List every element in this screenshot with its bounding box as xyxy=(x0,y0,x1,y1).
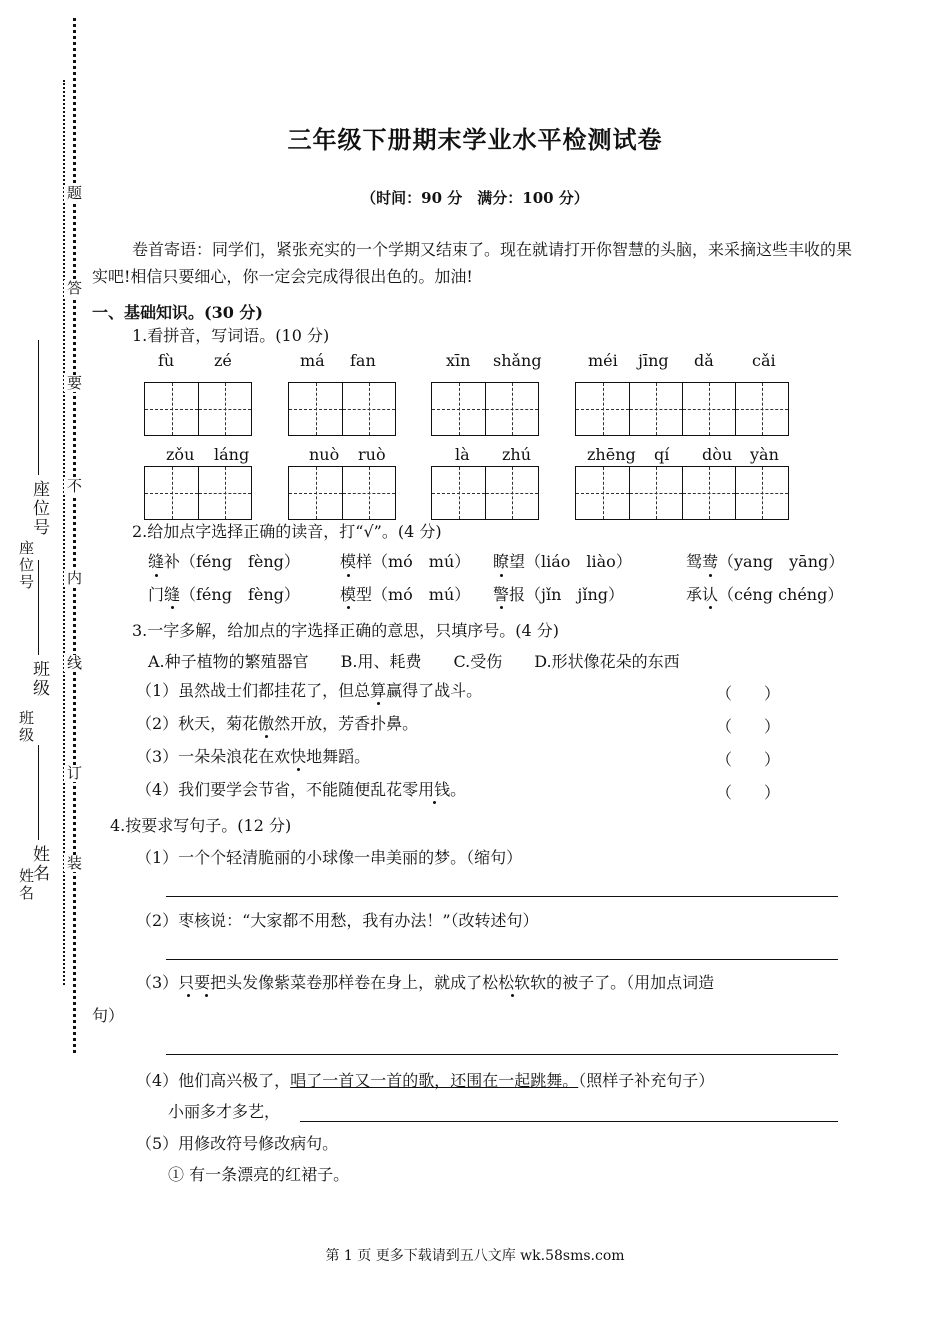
q4-sentence-5: （5）用修改符号修改病句。 xyxy=(136,1134,339,1153)
pinyin: nuò xyxy=(309,445,340,464)
answer-paren[interactable]: （ ） xyxy=(716,783,781,802)
q3-item: （4）我们要学会节省，不能随便乱花零用钱。 xyxy=(136,780,467,799)
q2-item: 模型（mó mú） xyxy=(340,585,471,604)
pinyin: fù xyxy=(158,351,175,370)
emphasis-dot xyxy=(433,801,436,804)
q4-prompt: 4.按要求写句子。(12 分) xyxy=(110,816,292,835)
q4-sentence-3: （3）只要把头发像紫菜卷那样卷在身上，就成了松松软软的被子了。（用加点词造 xyxy=(136,973,715,992)
binding-line-name xyxy=(38,745,39,840)
q3-options: A.种子植物的繁殖器官 B.用、耗费 C.受伤 D.形状像花朵的东西 xyxy=(148,652,680,671)
q4-sentence-5-1: ① 有一条漂亮的红裙子。 xyxy=(168,1165,350,1184)
page-footer: 第 1 页 更多下载请到五八文库 wk.58sms.com xyxy=(325,1248,625,1264)
pinyin: shǎng xyxy=(493,351,542,370)
seal-char-ti: 题 xyxy=(65,185,83,202)
writing-grid-6[interactable] xyxy=(288,466,396,520)
answer-paren[interactable]: （ ） xyxy=(716,684,781,703)
pinyin: xīn xyxy=(446,351,471,370)
emphasis-dot xyxy=(265,735,268,738)
binding-label-name: 姓名 xyxy=(29,845,49,883)
binding-line-class xyxy=(38,560,39,655)
q3-item: （1）虽然战士们都挂花了，但总算赢得了战斗。 xyxy=(136,681,483,700)
emphasis-dot xyxy=(297,768,300,771)
q1-row2-pinyin xyxy=(0,445,950,465)
pinyin: cǎi xyxy=(752,351,776,370)
q4-sentence-3-wrap: 句） xyxy=(92,1006,125,1025)
emphasis-dot xyxy=(500,606,503,609)
intro-paragraph: 卷首寄语：同学们，紧张充实的一个学期又结束了。现在就请打开你智慧的头脑，来采摘这些丰收的果实吧!相信只要细心，你一定会完成得很出色的。加油! xyxy=(92,240,853,286)
emphasis-dot xyxy=(171,606,174,609)
pinyin: méi xyxy=(588,351,618,370)
emphasis-dot xyxy=(500,574,503,577)
q4-sentence-2: （2）枣核说：“大家都不用愁，我有办法！”（改转述句） xyxy=(136,911,539,930)
q4-s4-prefix: （4）他们高兴极了， xyxy=(136,1071,291,1090)
q2-item: 鸳鸯（yang yāng） xyxy=(686,552,845,571)
q2-item: 警报（jǐn jǐng） xyxy=(493,585,625,604)
binding-label-seat: 座位号 xyxy=(29,480,49,537)
seal-char-nei: 内 xyxy=(65,570,83,587)
pinyin: zǒu xyxy=(166,445,195,464)
seal-char-bu: 不 xyxy=(65,478,83,495)
seal-char-ding: 订 xyxy=(65,765,83,782)
pinyin: ruò xyxy=(358,445,386,464)
writing-grid-4[interactable] xyxy=(575,382,789,436)
pinyin: là xyxy=(455,445,470,464)
emphasis-dot xyxy=(377,702,380,705)
q1-prompt: 1.看拼音，写词语。(10 分) xyxy=(132,326,330,345)
answer-line[interactable] xyxy=(166,1054,838,1055)
writing-grid-8[interactable] xyxy=(575,466,789,520)
pinyin: qí xyxy=(654,445,670,464)
writing-grid-5[interactable] xyxy=(144,466,252,520)
emphasis-dot xyxy=(347,574,350,577)
emphasis-dot xyxy=(205,994,208,997)
seal-char-da: 答 xyxy=(65,280,83,297)
q2-item: 缝补（féng fèng） xyxy=(148,552,300,571)
writing-grid-2[interactable] xyxy=(288,382,396,436)
page-subtitle: （时间：90 分 满分：100 分） xyxy=(361,189,589,207)
binding-dotted-line-inner xyxy=(63,80,65,985)
emphasis-dot xyxy=(709,574,712,577)
pinyin: yàn xyxy=(750,445,779,464)
q2-item: 承认（céng chéng） xyxy=(686,585,844,604)
q4-s4-underlined: 唱了一首又一首的歌，还围在一起跳舞。 xyxy=(290,1071,579,1090)
pinyin: zhēng xyxy=(587,445,636,464)
binding-dotted-line-outer xyxy=(73,18,76,1053)
answer-line[interactable] xyxy=(166,959,838,960)
answer-line[interactable] xyxy=(166,896,838,897)
emphasis-dot xyxy=(187,994,190,997)
writing-grid-1[interactable] xyxy=(144,382,252,436)
binding-label-class: 班级 xyxy=(29,660,49,698)
q2-item: 瞭望（liáo liào） xyxy=(493,552,632,571)
q4-s4-suffix: （照样子补充句子） xyxy=(578,1071,715,1090)
pinyin: zé xyxy=(214,351,232,370)
pinyin: jīng xyxy=(638,351,669,370)
pinyin: dòu xyxy=(702,445,733,464)
binding-label-class-outer: 班级 xyxy=(17,710,35,744)
seal-char-xian: 线 xyxy=(65,655,83,672)
writing-grid-7[interactable] xyxy=(431,466,539,520)
seal-char-yao: 要 xyxy=(65,375,83,392)
emphasis-dot xyxy=(511,994,514,997)
writing-grid-3[interactable] xyxy=(431,382,539,436)
answer-paren[interactable]: （ ） xyxy=(716,717,781,736)
q3-item: （2）秋天，菊花傲然开放，芳香扑鼻。 xyxy=(136,714,419,733)
seal-char-zhuang: 装 xyxy=(65,855,83,872)
emphasis-dot xyxy=(155,574,158,577)
q4-sentence-1: （1）一个个轻清脆丽的小球像一串美丽的梦。（缩句） xyxy=(136,848,523,867)
q4-sentence-4 xyxy=(136,1071,714,1091)
pinyin: zhú xyxy=(502,445,532,464)
answer-line[interactable] xyxy=(300,1121,838,1122)
q2-item: 模样（mó mú） xyxy=(340,552,471,571)
q2-item: 门缝（féng fèng） xyxy=(148,585,300,604)
binding-label-name-outer: 姓名 xyxy=(17,868,35,902)
emphasis-dot xyxy=(347,606,350,609)
q1-row1-pinyin xyxy=(0,351,950,371)
pinyin: má xyxy=(300,351,325,370)
answer-paren[interactable]: （ ） xyxy=(716,750,781,769)
pinyin: láng xyxy=(214,445,250,464)
binding-label-seat-outer: 座位号 xyxy=(17,540,35,591)
q3-prompt: 3.一字多解，给加点的字选择正确的意思，只填序号。(4 分) xyxy=(132,621,560,640)
pinyin: dǎ xyxy=(694,351,714,370)
q2-prompt: 2.给加点字选择正确的读音，打“√”。(4 分) xyxy=(132,522,442,541)
q4-sentence-4-fill: 小丽多才多艺， xyxy=(168,1102,281,1121)
q3-item: （3）一朵朵浪花在欢快地舞蹈。 xyxy=(136,747,371,766)
section1-heading: 一、基础知识。(30 分) xyxy=(92,303,263,322)
emphasis-dot xyxy=(709,606,712,609)
pinyin: fan xyxy=(350,351,376,370)
page-title: 三年级下册期末学业水平检测试卷 xyxy=(287,125,663,154)
